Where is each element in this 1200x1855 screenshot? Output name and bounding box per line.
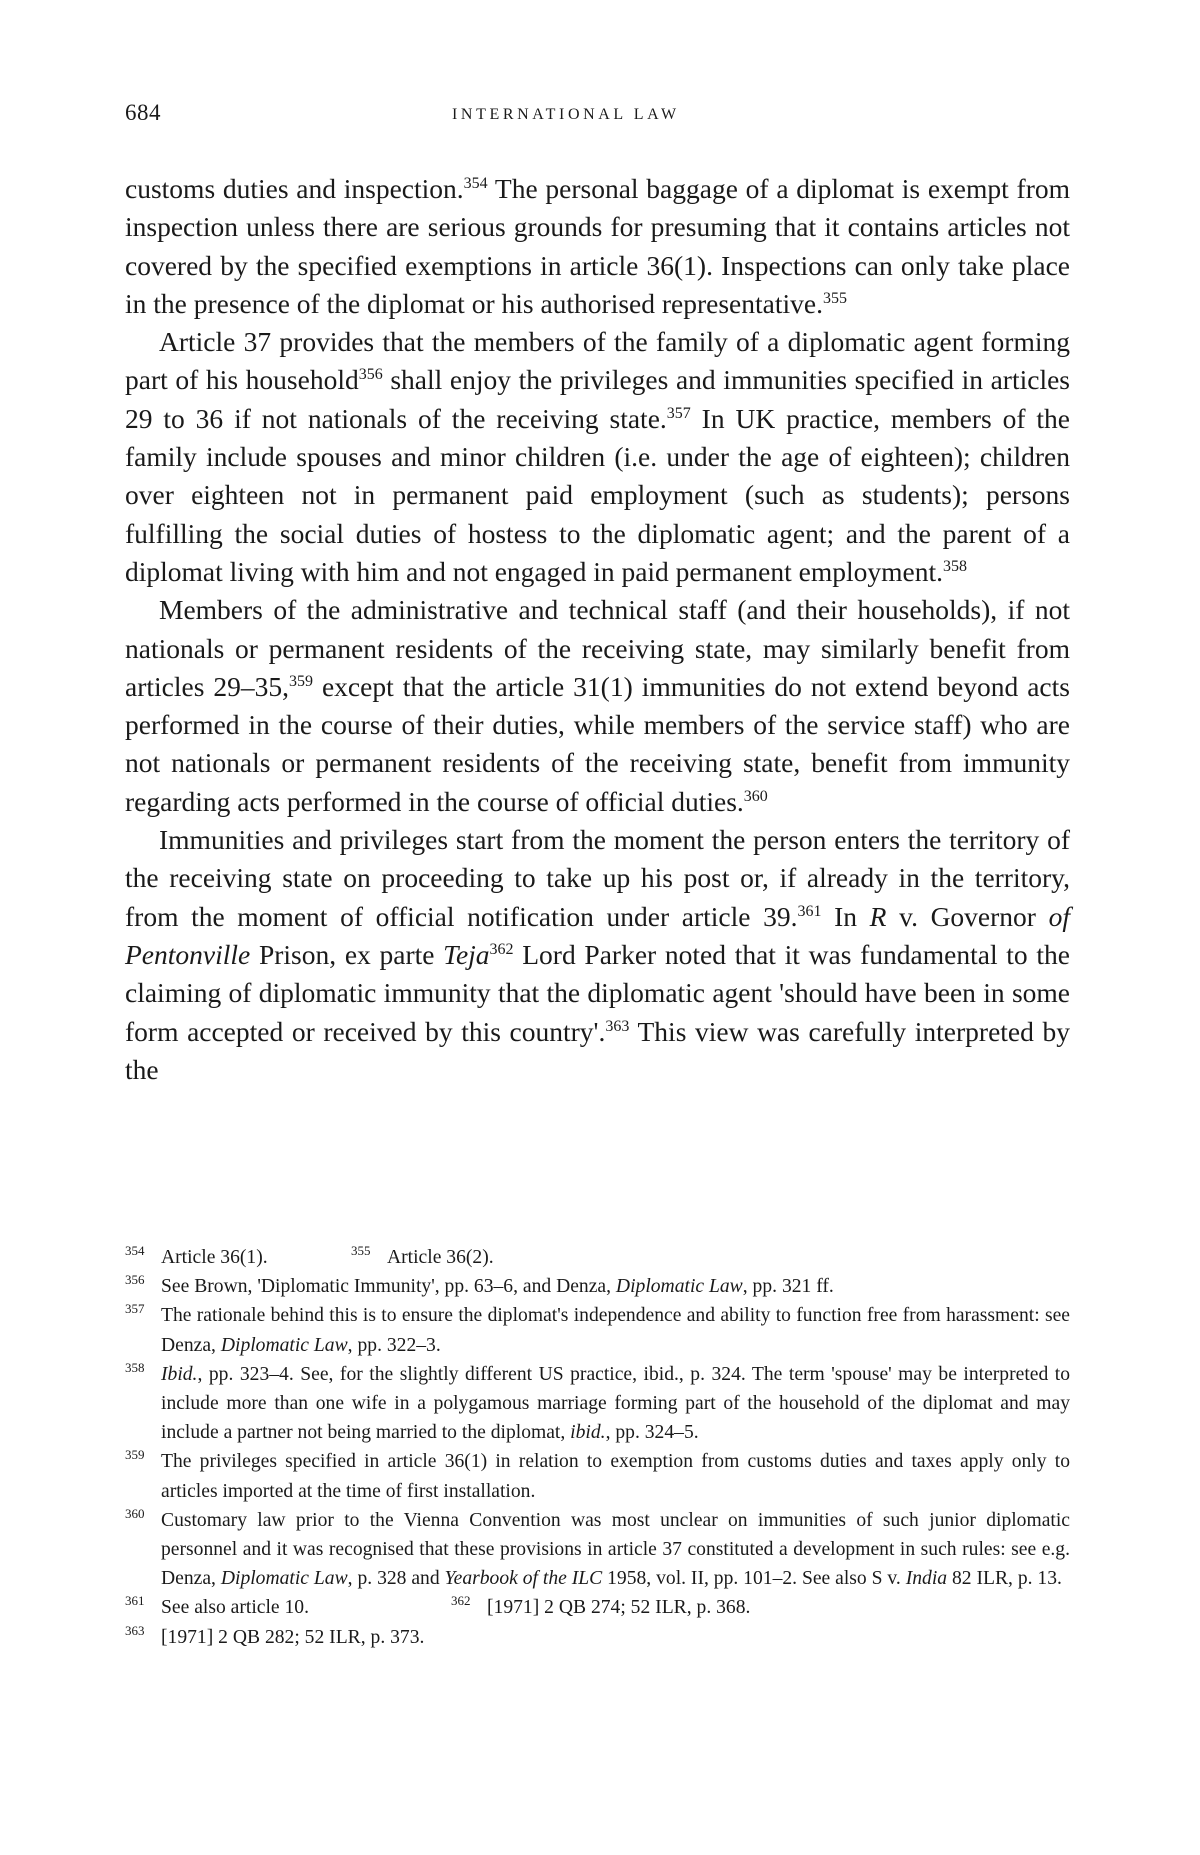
footnote-row [125,1243,1070,1272]
footnote-text: Customary law prior to the Vienna Convention was most unclear on immunities of such junior diplomatic personnel and it was recognised that these provisions in article 37 constituted a development in such rules: see e.g. Denza, [161,1509,1070,1590]
text-run: In [821,900,870,932]
footnote-mark: 363 [125,1622,145,1638]
text-run: Lord Parker noted that it was fundamental to the claiming of diplomatic immunity that the diplomatic agent 'should have been in some form accepted or received by this country'. [125,938,1070,1047]
footnote-text: , p. 328 and [347,1568,445,1590]
footnote-text: , pp. 321 ff. [742,1276,834,1298]
footnote-mark: 356 [125,1272,145,1288]
footnote-359 [125,1447,1070,1505]
footnote-ref-361[interactable]: 361 [797,902,822,920]
footnote-text: [1971] 2 QB 282; 52 ILR, p. 373. [161,1626,425,1648]
body-text [125,170,1070,1089]
footnote-mark: 357 [125,1301,145,1317]
footnote-355 [351,1243,494,1272]
footnote-360 [125,1506,1070,1594]
footnote-text: 1958, vol. II, pp. 101–2. See also S v. [602,1568,906,1590]
text-run: Article 37 provides that the members of the family of a diplomatic agent forming part of his household [125,326,1070,396]
footnote-ref-354[interactable]: 354 [463,175,488,192]
footnote-row [125,1593,1070,1622]
footnote-ref-357[interactable]: 357 [666,404,691,422]
paragraph-2 [125,323,1070,591]
text-run: The personal baggage of a diplomat is exempt from inspection unless there are serious grounds for presuming that it contains articles not covered by the specified exemptions in article 36(1). Inspections can only take place in the presence of the diplomat or his authorised representative. [125,173,1070,319]
running-head: INTERNATIONAL LAW [452,106,680,123]
footnote-356 [125,1272,1070,1301]
text-run: Prison, ex parte [250,938,444,970]
footnote-text: 82 ILR, p. 13. [947,1568,1062,1590]
footnote-text: Article 36(2). [387,1247,494,1268]
footnote-title: ibid. [570,1422,606,1444]
text-run: This view was carefully interpreted by the [125,1015,1070,1085]
paragraph-1 [125,170,1070,323]
footnote-ref-363[interactable]: 363 [605,1017,630,1035]
footnote-363 [125,1623,1070,1652]
footnote-text: , pp. 323–4. See, for the slightly different US practice, ibid., p. 324. The term 'spouse' may be interpreted to include more than one wife in a polygamous marriage forming part of the household of the diplomat and may include a partner not being married to the diplomat, [161,1363,1070,1444]
footnote-text: See also article 10. [161,1597,309,1619]
case-name-r: R [869,900,887,932]
footnote-358 [125,1360,1070,1448]
footnote-ref-359[interactable]: 359 [289,672,313,690]
footnote-text: , pp. 322–3. [347,1334,441,1356]
footnote-title: Ibid. [161,1363,198,1385]
footnote-mark: 358 [125,1359,145,1375]
footnote-ref-355[interactable]: 355 [822,289,847,307]
case-name-pentonville: of Pentonville [125,900,1070,970]
footnote-362 [451,1593,750,1622]
footnote-mark: 362 [451,1593,471,1609]
paragraph-4 [125,821,1070,1089]
text-run: customs duties and inspection. [125,173,464,204]
footnote-title: India [905,1568,948,1590]
footnote-title: Diplomatic Law [220,1334,348,1356]
text-run: Immunities and privileges start from the moment the person enters the territory of the receiving state on proceeding to take up his post or, if already in the territory, from the moment of official notification under article 39. [125,824,1070,932]
footnote-text: The privileges specified in article 36(1) in relation to exemption from customs duties and taxes apply only to articles imported at the time of first installation. [161,1451,1070,1502]
footnote-357 [125,1301,1070,1359]
page-number: 684 [125,100,161,125]
text-run: v. Governor [886,900,1049,932]
footnote-text: Article 36(1). [161,1247,268,1268]
text-run: In UK practice, members of the family include spouses and minor children (i.e. under the age of eighteen); children over eighteen not in permanent paid employment (such as students); persons fulfilling the social duties of hostess to the diplomatic agent; and the parent of a diplomat living with him and not engaged in paid permanent employment. [125,402,1070,587]
text-run: Members of the administrative and technical staff (and their households), if not nationals or permanent residents of the receiving state, may similarly benefit from articles 29–35, [125,594,1070,702]
footnote-title: Yearbook of the ILC [444,1568,603,1590]
footnote-ref-362[interactable]: 362 [489,940,514,958]
footnote-text: [1971] 2 QB 274; 52 ILR, p. 368. [487,1597,751,1619]
footnote-mark: 360 [125,1505,145,1521]
footnote-ref-358[interactable]: 358 [942,557,967,575]
footnote-text: See Brown, 'Diplomatic Immunity', pp. 63–6, and Denza, [161,1276,616,1298]
text-run: shall enjoy the privileges and immunities specified in articles 29 to 36 if not nationals of the receiving state. [125,364,1071,434]
footnote-title: Diplomatic Law [220,1568,348,1590]
footnote-354 [125,1243,351,1272]
footnote-title: Diplomatic Law [615,1276,743,1298]
footnote-mark: 355 [351,1243,371,1258]
text-run: except that the article 31(1) immunities do not extend beyond acts performed in the course of their duties, while members of the service staff) who are not nationals or permanent residents of the receiving state, benefit from immunity regarding acts performed in the course of official duties. [125,670,1070,817]
footnote-text: The rationale behind this is to ensure the diplomat's independence and ability to function free from harassment: see Denza, [161,1305,1070,1356]
footnote-mark: 361 [125,1593,145,1609]
footnote-361 [125,1593,451,1622]
footnote-ref-360[interactable]: 360 [743,787,768,805]
case-name-teja: Teja [443,938,490,970]
footnote-mark: 354 [125,1243,145,1258]
footnote-ref-356[interactable]: 356 [358,366,383,384]
footnote-mark: 359 [125,1447,145,1463]
paragraph-3 [125,591,1070,821]
footnotes [125,1243,1070,1652]
footnote-text: , pp. 324–5. [605,1422,699,1444]
